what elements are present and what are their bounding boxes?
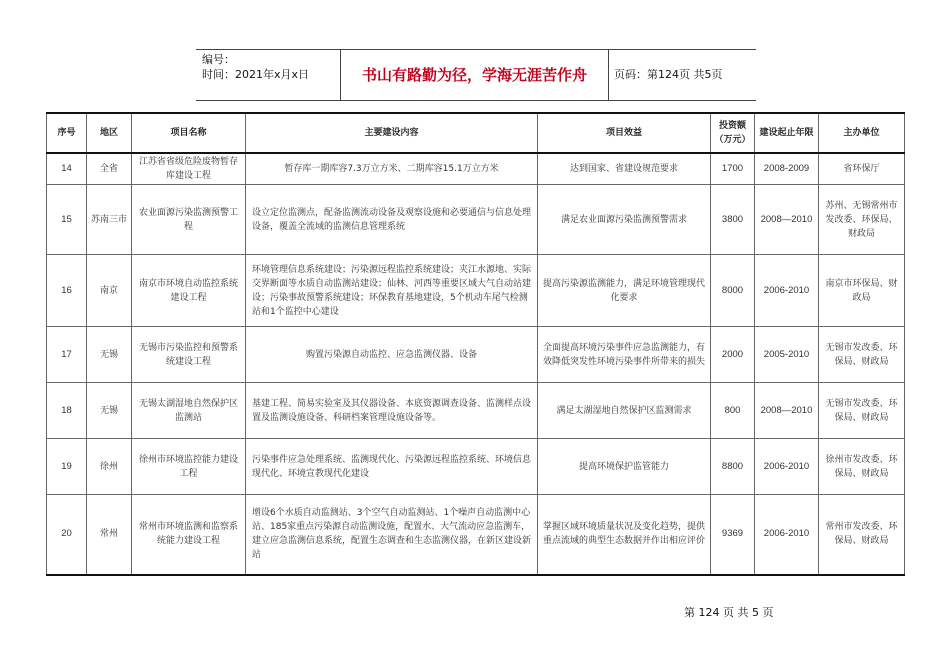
cell-project: 农业面源污染监测预警工程 [132, 185, 246, 255]
cell-project: 南京市环境自动监控系统建设工程 [132, 255, 246, 327]
col-header-sponsor: 主办单位 [819, 113, 905, 153]
cell-investment: 9369 [711, 495, 755, 575]
table-header-row [47, 113, 905, 153]
cell-period: 2006-2010 [755, 439, 819, 495]
cell-benefit: 提高污染源监测能力，满足环境管理现代化要求 [538, 255, 711, 327]
cell-period: 2008-2009 [755, 153, 819, 185]
cell-seq: 16 [47, 255, 87, 327]
header-code-label: 编号： [202, 53, 235, 66]
table-row [47, 327, 905, 383]
cell-benefit: 达到国家、省建设规范要求 [538, 153, 711, 185]
col-header-project: 项目名称 [132, 113, 246, 153]
cell-seq: 17 [47, 327, 87, 383]
col-header-region: 地区 [87, 113, 132, 153]
cell-investment: 2000 [711, 327, 755, 383]
cell-region: 无锡 [87, 327, 132, 383]
cell-sponsor: 徐州市发改委、环保局、财政局 [819, 439, 905, 495]
col-header-period: 建设起止年限 [755, 113, 819, 153]
cell-benefit: 满足太湖湿地自然保护区监测需求 [538, 383, 711, 439]
cell-period: 2005-2010 [755, 327, 819, 383]
table-row [47, 153, 905, 185]
cell-investment: 3800 [711, 185, 755, 255]
header-date: 时间：2021年x月x日 [202, 68, 310, 81]
header-page-label: 页码：第124页 共5页 [614, 68, 723, 81]
footer-page-number: 第 124 页 共 5 页 [684, 606, 774, 619]
cell-benefit: 掌握区域环境质量状况及变化趋势，提供重点流域的典型生态数据并作出相应评价 [538, 495, 711, 575]
cell-seq: 20 [47, 495, 87, 575]
cell-content: 购置污染源自动监控、应急监测仪器、设备 [246, 327, 538, 383]
cell-project: 江苏省省级危险废物暂存库建设工程 [132, 153, 246, 185]
cell-region: 苏南三市 [87, 185, 132, 255]
header-motto: 书山有路勤为径，学海无涯苦作舟 [361, 66, 587, 84]
cell-seq: 18 [47, 383, 87, 439]
cell-sponsor: 常州市发改委、环保局、财政局 [819, 495, 905, 575]
cell-seq: 14 [47, 153, 87, 185]
cell-region: 南京 [87, 255, 132, 327]
cell-investment: 8800 [711, 439, 755, 495]
cell-project: 徐州市环境监控能力建设工程 [132, 439, 246, 495]
project-table [46, 112, 905, 576]
col-header-content: 主要建设内容 [246, 113, 538, 153]
cell-region: 常州 [87, 495, 132, 575]
cell-content: 污染事件应急处理系统、监测现代化、污染源远程监控系统、环境信息现代化、环境宣教现代化建设 [246, 439, 538, 495]
cell-region: 全省 [87, 153, 132, 185]
table-row [47, 495, 905, 575]
cell-project: 常州市环境监测和监察系统能力建设工程 [132, 495, 246, 575]
cell-sponsor: 苏州、无锡常州市发改委、环保局、财政局 [819, 185, 905, 255]
col-header-investment: 投资额（万元） [711, 113, 755, 153]
cell-content: 增设6个水质自动监测站、3个空气自动监测站、1个噪声自动监测中心站、185家重点污染源自动监测设施，配置水、大气流动应急监测车，建立应急监测信息系统，配置生态调查和生态监测仪器，在新区建设新站 [246, 495, 538, 575]
cell-investment: 800 [711, 383, 755, 439]
cell-benefit: 提高环境保护监管能力 [538, 439, 711, 495]
cell-seq: 15 [47, 185, 87, 255]
col-header-seq: 序号 [47, 113, 87, 153]
cell-content: 基建工程、简易实验室及其仪器设备、本底资源调查设备、监测样点设置及监测设施设备、科研档案管理设施设备等。 [246, 383, 538, 439]
cell-sponsor: 南京市环保局、财政局 [819, 255, 905, 327]
cell-benefit: 全面提高环境污染事件应急监测能力，有效降低突发性环境污染事件所带来的损失 [538, 327, 711, 383]
cell-investment: 1700 [711, 153, 755, 185]
table-row [47, 185, 905, 255]
page-header [196, 49, 756, 101]
cell-period: 2006-2010 [755, 495, 819, 575]
cell-investment: 8000 [711, 255, 755, 327]
cell-benefit: 满足农业面源污染监测预警需求 [538, 185, 711, 255]
table-row [47, 383, 905, 439]
cell-seq: 19 [47, 439, 87, 495]
cell-region: 徐州 [87, 439, 132, 495]
cell-region: 无锡 [87, 383, 132, 439]
col-header-benefit: 项目效益 [538, 113, 711, 153]
header-left-block [202, 52, 309, 82]
cell-period: 2006-2010 [755, 255, 819, 327]
table-row [47, 255, 905, 327]
cell-period: 2008—2010 [755, 185, 819, 255]
cell-content: 环境管理信息系统建设；污染源远程监控系统建设；夹江水源地、实际交界断面等水质自动监测站建设；仙林、河西等重要区域大气自动站建设；污染事故预警系统建设；环保教育基地建设，5个机动车尾气检测站和1个监控中心建设 [246, 255, 538, 327]
table-row [47, 439, 905, 495]
header-divider [608, 50, 609, 100]
cell-content: 暂存库一期库容7.3万立方米、二期库容15.1万立方米 [246, 153, 538, 185]
cell-content: 设立定位监测点，配备监测流动设备及观察设施和必要通信与信息处理设备，覆盖全流域的监测信息管理系统 [246, 185, 538, 255]
cell-sponsor: 省环保厅 [819, 153, 905, 185]
cell-sponsor: 无锡市发改委、环保局、财政局 [819, 327, 905, 383]
cell-period: 2008—2010 [755, 383, 819, 439]
cell-project: 无锡太湖湿地自然保护区监测站 [132, 383, 246, 439]
cell-project: 无锡市污染监控和预警系统建设工程 [132, 327, 246, 383]
cell-sponsor: 无锡市发改委、环保局、财政局 [819, 383, 905, 439]
